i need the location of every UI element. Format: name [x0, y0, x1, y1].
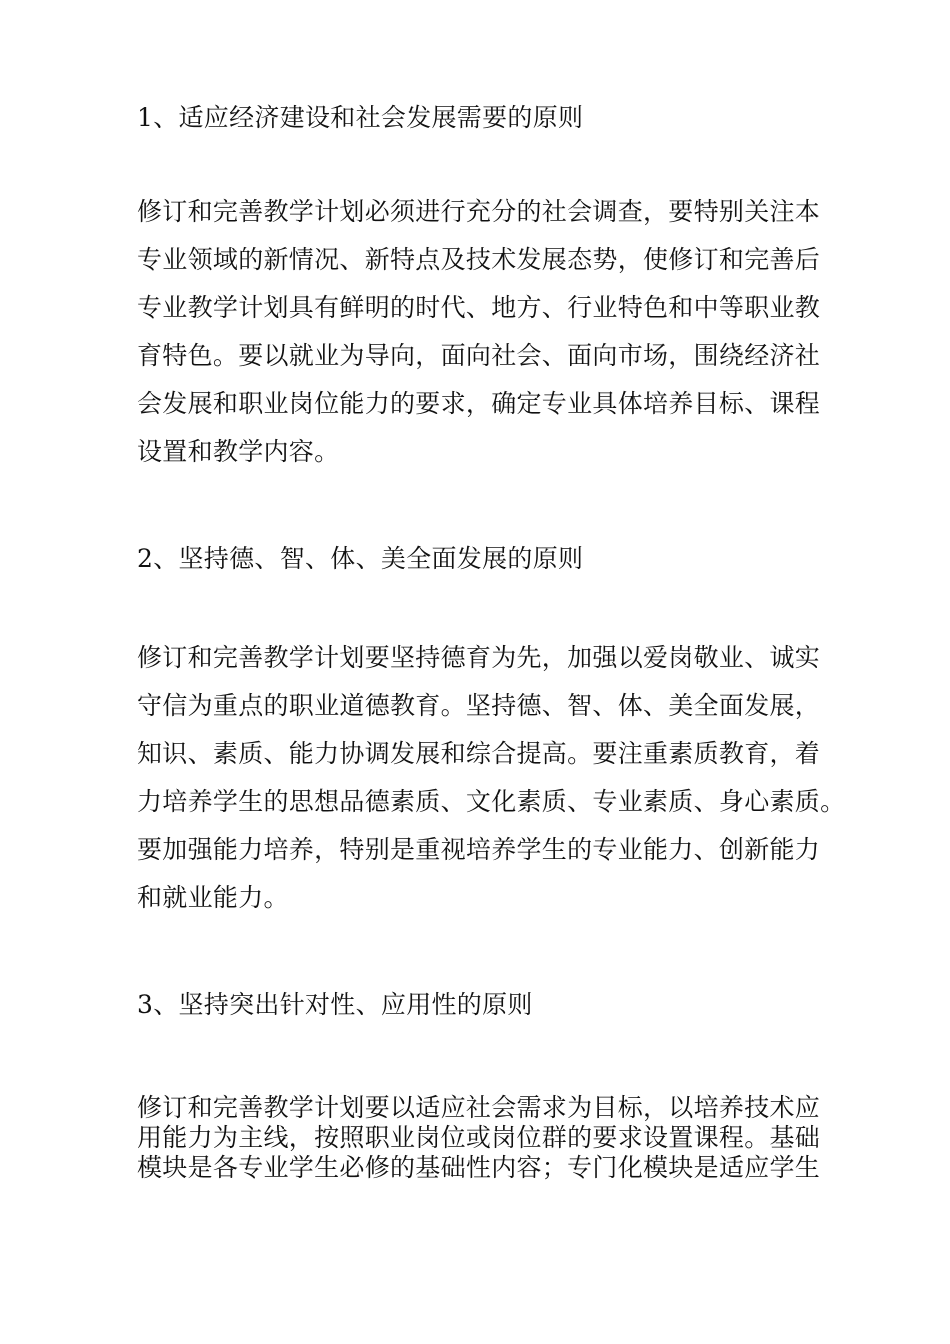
section-1-line-1: 修订和完善教学计划必须进行充分的社会调查，要特别关注本: [137, 197, 821, 226]
section-2-heading: 2、坚持德、智、体、美全面发展的原则: [137, 544, 584, 573]
section-1-line-5: 会发展和职业岗位能力的要求，确定专业具体培养目标、课程: [137, 389, 821, 418]
section-3-line-3: 模块是各专业学生必修的基础性内容；专门化模块是适应学生: [137, 1153, 821, 1182]
section-3-line-2: 用能力为主线，按照职业岗位或岗位群的要求设置课程。基础: [137, 1123, 821, 1152]
section-1-line-6: 设置和教学内容。: [137, 437, 340, 466]
section-1-line-2: 专业领域的新情况、新特点及技术发展态势，使修订和完善后: [137, 245, 821, 274]
section-1-line-4: 育特色。要以就业为导向，面向社会、面向市场，围绕经济社: [137, 341, 821, 370]
section-2-line-4: 力培养学生的思想品德素质、文化素质、专业素质、身心素质。: [137, 787, 846, 816]
section-2-line-2: 守信为重点的职业道德教育。坚持德、智、体、美全面发展，: [137, 691, 821, 720]
section-2-line-6: 和就业能力。: [137, 883, 289, 912]
section-1-heading: 1、适应经济建设和社会发展需要的原则: [137, 103, 584, 132]
section-1-line-3: 专业教学计划具有鲜明的时代、地方、行业特色和中等职业教: [137, 293, 821, 322]
section-2-line-1: 修订和完善教学计划要坚持德育为先，加强以爱岗敬业、诚实: [137, 643, 821, 672]
section-2-line-5: 要加强能力培养，特别是重视培养学生的专业能力、创新能力: [137, 835, 821, 864]
section-2-line-3: 知识、素质、能力协调发展和综合提高。要注重素质教育，着: [137, 739, 821, 768]
section-3-heading: 3、坚持突出针对性、应用性的原则: [137, 990, 533, 1019]
section-3-line-1: 修订和完善教学计划要以适应社会需求为目标，以培养技术应: [137, 1093, 821, 1122]
